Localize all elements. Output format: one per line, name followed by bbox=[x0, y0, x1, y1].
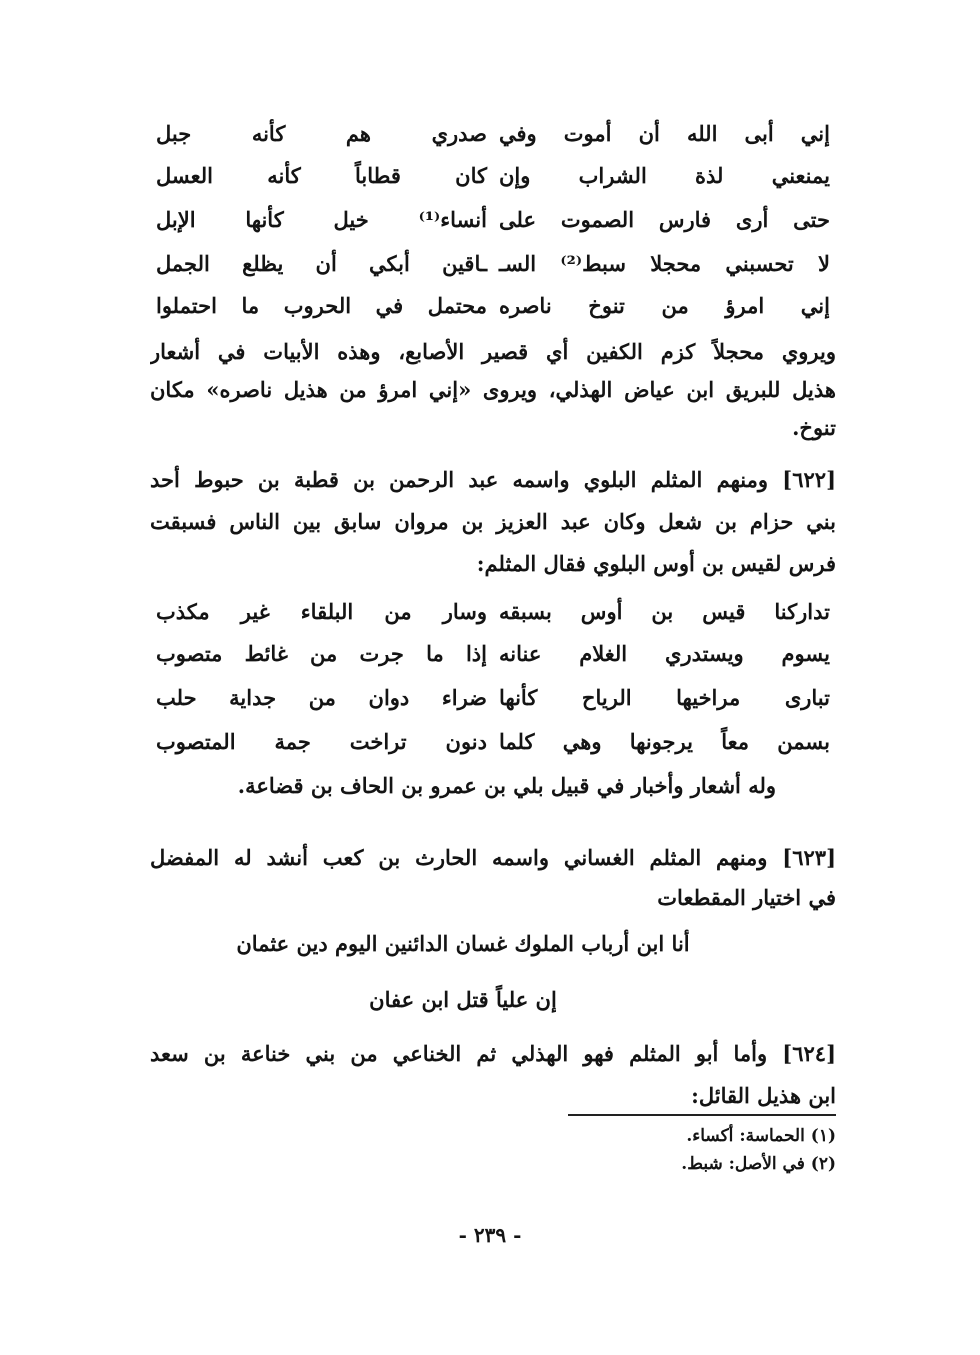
hemistich-second: دنون تراخت جمة المتصوب bbox=[156, 729, 487, 754]
hemistich-second: أنساء⁽¹⁾ خيل كأنها الإبل bbox=[156, 207, 487, 232]
page-number: - ٢٣٩ - bbox=[458, 1223, 522, 1247]
hemistich-first: تداركنا قيس بن أوس بسبقه bbox=[499, 599, 830, 624]
paragraph-line: ابن هذيل القائل: bbox=[691, 1083, 836, 1108]
hemistich-first: إني امرؤ من تنوخ ناصره bbox=[499, 293, 830, 318]
paragraph-line: تنوخ. bbox=[792, 415, 836, 440]
hemistich-second: ضراء دوان من جداية حلب bbox=[156, 685, 487, 710]
paragraph-line: [٦٢٢] ومنهم المثلم البلوي واسمه عبد الرحمن بن قطبة بن حبوط أحد bbox=[150, 467, 836, 492]
hemistich-second: ـاقين أبكي أن يظلع الجمل bbox=[156, 251, 487, 276]
hemistich-first: لا تحسبني محجلا سبط⁽²⁾ السـ bbox=[499, 251, 830, 276]
hemistich-second: صدري هم كأنه جبل bbox=[156, 121, 487, 146]
verse: إن علياً قتل ابن عفان bbox=[369, 987, 557, 1012]
hemistich-first: يسوم ويستدري الغلام عنانه bbox=[499, 641, 830, 666]
verse bbox=[150, 678, 836, 718]
verse bbox=[150, 286, 836, 326]
hemistich-second: إذا ما جرت من غائط متصوب bbox=[156, 641, 487, 666]
paragraph-line: فرس لقيس بن أوس البلوي فقال المثلم: bbox=[476, 551, 836, 576]
paragraph-line: [٦٢٤] وأما أبو المثلم فهو الهذلي ثم الخناعي من بني خناعة بن سعد bbox=[150, 1041, 836, 1066]
hemistich-first: بسمن معاً يرجونها وهي كلما bbox=[499, 729, 830, 754]
verse bbox=[150, 114, 836, 154]
hemistich-second: وسار من البلقاء غير مكذب bbox=[156, 599, 487, 624]
verse bbox=[150, 244, 836, 284]
verse: أنا ابن أرباب الملوك غسان الدائنين اليوم دين عثمان bbox=[236, 931, 690, 956]
hemistich-first: إني أبى الله أن أموت وفي bbox=[499, 121, 830, 146]
hemistich-second: محتمل في الحروب ما احتملوا bbox=[156, 293, 487, 318]
paragraph-line: ويروي محجلاً كزم الكفين أي قصير الأصابع، وهذه الأبيات في أشعار bbox=[150, 339, 836, 364]
paragraph-line: في اختيار المقطعات bbox=[657, 885, 836, 910]
paragraph-line: هذيل للبريق ابن عياض الهذلي، ويروى «إني امرؤ من هذيل ناصره» مكان bbox=[150, 377, 836, 402]
verse bbox=[150, 634, 836, 674]
verse bbox=[150, 592, 836, 632]
hemistich-first: حتى أرى فارس الصموت على bbox=[499, 207, 830, 232]
paragraph-line: [٦٢٣] ومنهم المثلم الغساني واسمه الحارث بن كعب أنشد له المفضل bbox=[150, 845, 836, 870]
footnote-1: (١) الحماسة: أكساء. bbox=[686, 1126, 836, 1146]
verse bbox=[150, 722, 836, 762]
paragraph-line: بني حزام بن شعل وكان عبد العزيز بن مروان سابق بين الناس فسبقت bbox=[150, 509, 836, 534]
hemistich-first: يمنعني لذة الشراب وإن bbox=[499, 163, 830, 188]
paragraph-line: وله أشعار وأخبار في قبيل بلي بن عمرو بن الحاف بن قضاعة. bbox=[237, 773, 776, 798]
verse bbox=[150, 200, 836, 240]
hemistich-first: تبارى مراخيها الرياح كأنها bbox=[499, 685, 830, 710]
footnote-divider bbox=[568, 1114, 836, 1116]
hemistich-second: كان قطاباً كأنه العسل bbox=[156, 163, 487, 188]
verse bbox=[150, 156, 836, 196]
footnote-2: (٢) في الأصل: شبط. bbox=[681, 1154, 836, 1174]
